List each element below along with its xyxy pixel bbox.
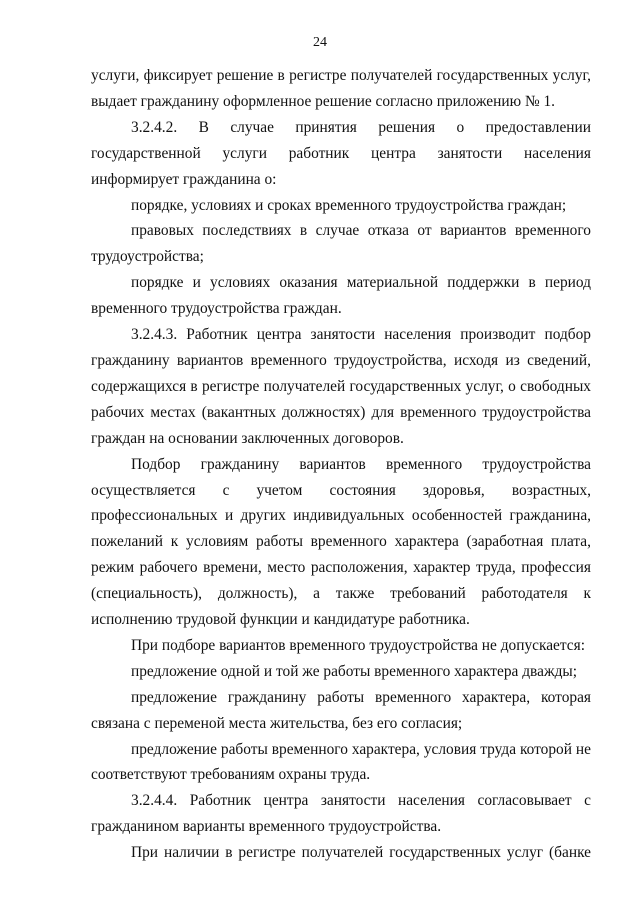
paragraph-8: При подборе вариантов временного трудоустройства не допускается: [131,636,585,654]
paragraph-11: предложение работы временного характера, условия труда которой не соответствуют требованиям охраны труда. [91,740,591,784]
paragraph-12: 3.2.4.4. Работник центра занятости населения согласовывает с гражданином варианты временного трудоустройства. [91,792,591,836]
paragraph-1: услуги, фиксирует решение в регистре получателей государственных услуг, выдает гражданину оформленное решение согласно приложению № 1. [91,67,591,110]
paragraph-13: При наличии в регистре получателей государственных услуг (банке [131,844,591,862]
paragraph-10: предложение гражданину работы временного характера, которая связана с переменой места жительства, без его согласия; [91,688,591,732]
paragraph-9: предложение одной и той же работы временного характера дважды; [131,662,578,680]
paragraph-2: 3.2.4.2. В случае принятия решения о предоставлении государственной услуги работник центра занятости населения информирует гражданина о: [91,118,591,188]
document-body [91,63,591,866]
paragraph-6: 3.2.4.3. Работник центра занятости населения производит подбор гражданину вариантов временного трудоустройства, исходя из сведений, содержащихся в регистре получателей государственных услуг, о свободных рабочих местах (вакантных должностях) для временного трудоустройства граждан на основании заключенных договоров. [91,326,591,447]
paragraph-3: порядке, условиях и сроках временного трудоустройства граждан; [131,196,567,214]
paragraph-7: Подбор гражданину вариантов временного трудоустройства осуществляется с учетом состояния здоровья, возрастных, профессиональных и других индивидуальных особенностей гражданина, пожеланий к условиям работы временного характера (заработная плата, режим рабочего времени, место расположения, характер труда, профессия (специальность), должность), а также требований работодателя к исполнению трудовой функции и кандидатуре работника. [91,455,591,629]
paragraph-4: правовых последствиях в случае отказа от вариантов временного трудоустройства; [91,222,591,266]
page-number: 24 [313,35,327,50]
paragraph-5: порядке и условиях оказания материальной поддержки в период временного трудоустройства граждан. [91,274,591,318]
